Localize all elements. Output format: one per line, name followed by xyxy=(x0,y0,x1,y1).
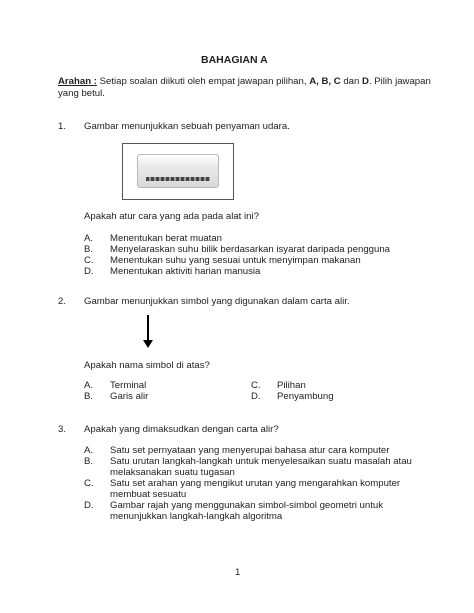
q2-option-letter: C. xyxy=(251,380,261,391)
q1-question: Apakah atur cara yang ada pada alat ini? xyxy=(84,211,259,222)
q1-option-letter: B. xyxy=(84,244,94,255)
instruction-bold-2: D xyxy=(362,76,369,87)
air-conditioner-top-panel xyxy=(138,155,218,165)
arrow-line xyxy=(147,315,149,341)
q3-option-text: melaksanakan suatu tugasan xyxy=(110,467,235,478)
q2-option-letter: B. xyxy=(84,391,94,402)
q3-option-letter: B. xyxy=(84,456,94,467)
air-conditioner-vent xyxy=(146,177,210,181)
q3-option-text: Satu set arahan yang mengikut urutan yang mengarahkan komputer xyxy=(110,478,401,489)
q2-option-text: Garis alir xyxy=(110,391,149,402)
q1-stem: Gambar menunjukkan sebuah penyaman udara. xyxy=(84,121,290,132)
instruction-text-3: . Pilih jawapan xyxy=(368,76,431,87)
section-title: BAHAGIAN A xyxy=(201,54,268,66)
instruction-line-1 xyxy=(58,76,431,87)
air-conditioner-image xyxy=(122,143,234,200)
instruction-line-2: yang betul. xyxy=(58,88,105,99)
instruction-text-2: dan xyxy=(340,76,362,87)
q2-number: 2. xyxy=(58,296,67,307)
instruction-label: Arahan : xyxy=(58,76,97,87)
q3-option-text: Satu urutan langkah-langkah untuk menyelesaikan suatu masalah atau xyxy=(110,456,412,467)
instruction-text-1: Setiap soalan diikuti oleh empat jawapan pilihan, xyxy=(96,76,310,87)
q1-option-text: Menentukan berat muatan xyxy=(110,233,223,244)
q2-stem: Gambar menunjukkan simbol yang digunakan dalam carta alir. xyxy=(84,296,350,307)
air-conditioner-body xyxy=(137,154,219,188)
q1-option-letter: C. xyxy=(84,255,94,266)
q2-option-letter: A. xyxy=(84,380,94,391)
q1-option-text: Menentukan aktiviti harian manusia xyxy=(110,266,261,277)
q2-option-text: Terminal xyxy=(110,380,147,391)
q1-option-text: Menentukan suhu yang sesuai untuk menyimpan makanan xyxy=(110,255,361,266)
q2-option-text: Pilihan xyxy=(277,380,306,391)
q3-option-text: membuat sesuatu xyxy=(110,489,187,500)
q3-number: 3. xyxy=(58,424,67,435)
q1-option-text: Menyelaraskan suhu bilik berdasarkan isyarat daripada pengguna xyxy=(110,244,390,255)
q3-option-letter: D. xyxy=(84,500,94,511)
q1-option-letter: D. xyxy=(84,266,94,277)
q3-option-text: Satu set pernyataan yang menyerupai bahasa atur cara komputer xyxy=(110,445,390,456)
q1-option-letter: A. xyxy=(84,233,94,244)
q2-option-text: Penyambung xyxy=(277,391,334,402)
q3-stem: Apakah yang dimaksudkan dengan carta alir? xyxy=(84,424,279,435)
q3-option-text: menunjukkan langkah-langkah algoritma xyxy=(110,511,283,522)
q3-option-letter: A. xyxy=(84,445,94,456)
instruction-bold-1: A, B, C xyxy=(309,76,341,87)
q3-option-text: Gambar rajah yang menggunakan simbol-simbol geometri untuk xyxy=(110,500,384,511)
q2-question: Apakah nama simbol di atas? xyxy=(84,360,210,371)
arrow-head-icon xyxy=(143,340,153,348)
page-number: 1 xyxy=(235,567,241,578)
q1-number: 1. xyxy=(58,121,67,132)
q2-option-letter: D. xyxy=(251,391,261,402)
q3-option-letter: C. xyxy=(84,478,94,489)
